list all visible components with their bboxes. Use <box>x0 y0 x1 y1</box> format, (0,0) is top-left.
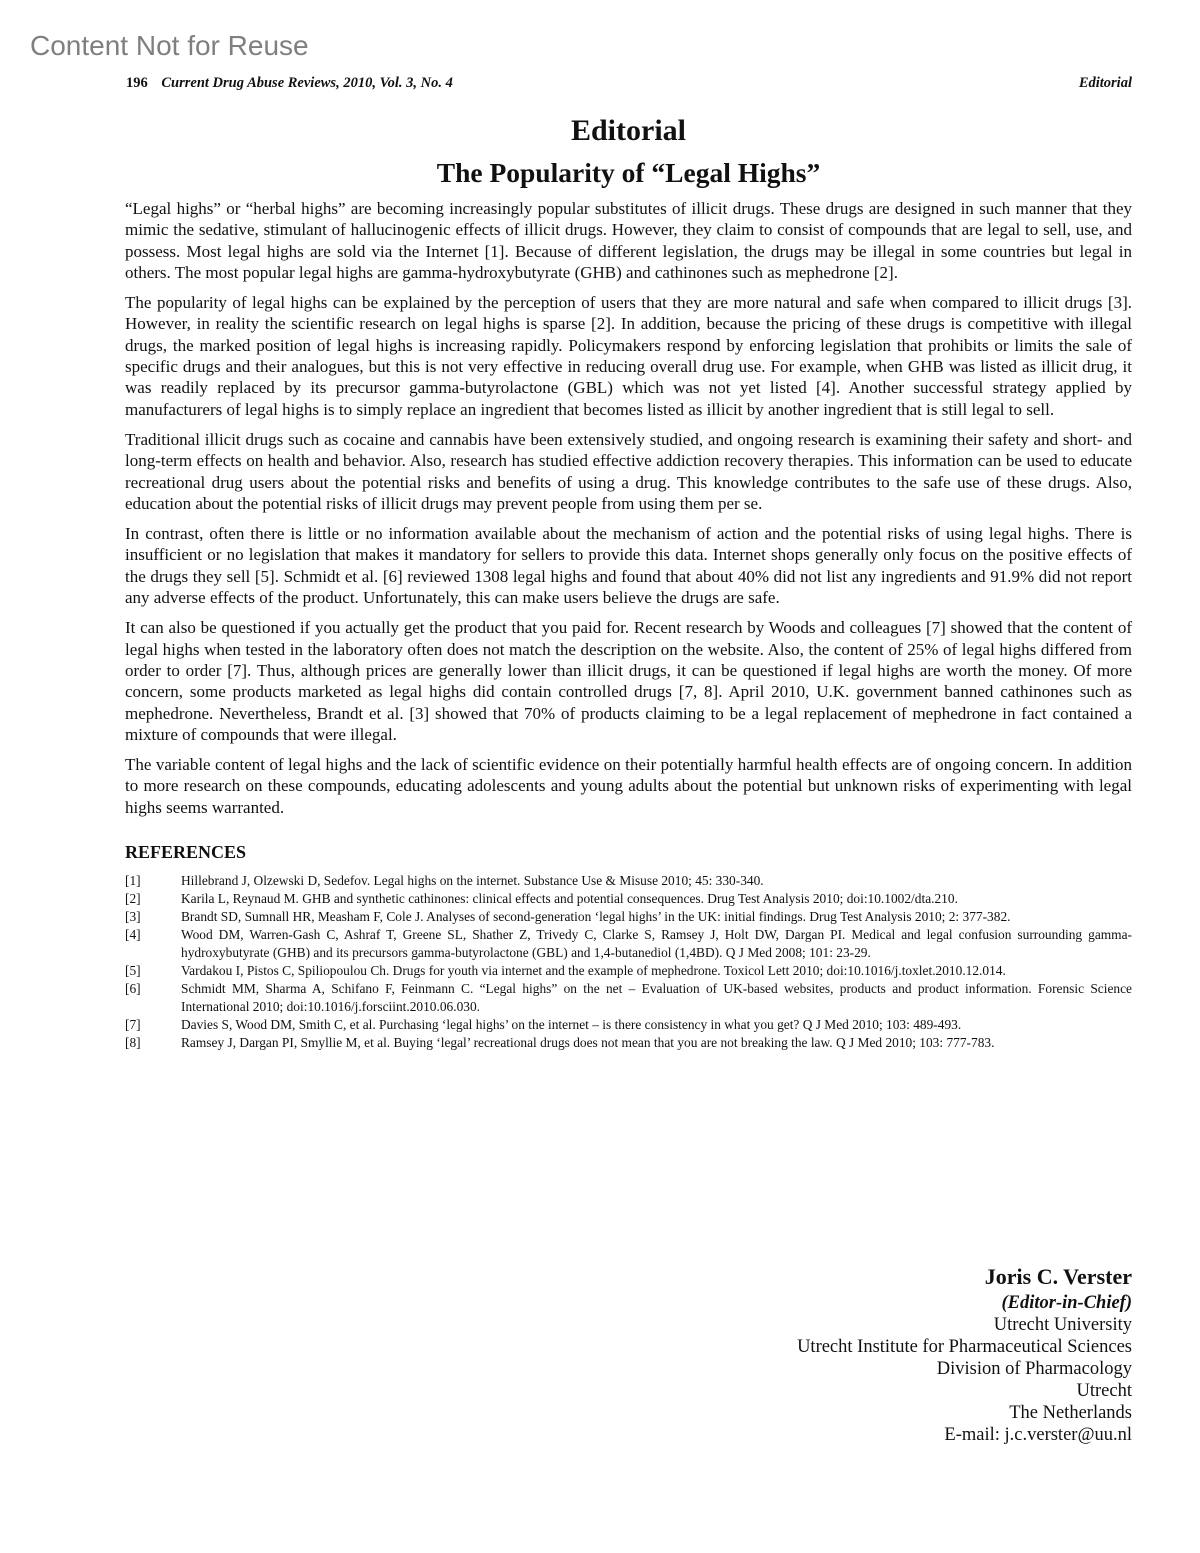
author-signature <box>797 1262 1132 1446</box>
paragraph: In contrast, often there is little or no information available about the mechanism of action and the potential risks of using legal highs. There is insufficient or no legislation that makes it mandatory for sellers to provide this data. Internet shops generally only focus on the positive effects of the drugs they sell [5]. Schmidt et al. [6] reviewed 1308 legal highs and found that about 40% did not list any ingredients and 91.9% did not report any adverse effects of the product. Unfortunately, this can make users believe the drugs are safe. <box>125 524 1132 608</box>
affiliation-line: Utrecht University <box>993 1315 1132 1335</box>
affiliation-line: Utrecht <box>1076 1381 1132 1401</box>
reference-number: [3] <box>125 909 141 925</box>
reference-item <box>125 980 1132 1016</box>
journal-citation: Current Drug Abuse Reviews, 2010, Vol. 3, No. 4 <box>161 75 453 91</box>
author-name: Joris C. Verster <box>984 1264 1132 1289</box>
reference-item <box>125 872 1132 890</box>
watermark: Content Not for Reuse <box>30 30 309 61</box>
reference-number: [4] <box>125 927 141 943</box>
reference-number: [6] <box>125 981 141 997</box>
reference-number: [1] <box>125 873 141 889</box>
reference-number: [2] <box>125 891 141 907</box>
article-title: The Popularity of “Legal Highs” <box>436 157 821 188</box>
article-body <box>125 198 1132 818</box>
reference-text: Wood DM, Warren-Gash C, Ashraf T, Greene SL, Shather Z, Trivedy C, Clarke S, Ramsey J, Holt DW, Dargan PI. Medical and legal confusion surrounding gamma-hydroxybutyrate (GHB) and its precursors gamma-butyrolactone (GBL) and 1,4-butanediol (1,4BD). Q J Med 2008; 101: 23-29. <box>181 927 1132 961</box>
paragraph: It can also be questioned if you actually get the product that you paid for. Recent research by Woods and colleagues [7] showed that the content of legal highs when tested in the laboratory often does not match the description on the website. Also, the content of 25% of legal highs differed from order to order [7]. Thus, although prices are generally lower than illicit drugs, it can be questioned if legal highs are worth the money. Of more concern, some products marketed as legal highs did contain controlled drugs [7, 8]. April 2010, U.K. government banned cathinones such as mephedrone. Nevertheless, Brandt et al. [3] showed that 70% of products claiming to be a legal replacement of mephedrone in fact contained a mixture of compounds that were illegal. <box>125 618 1132 744</box>
reference-item <box>125 962 1132 980</box>
paragraph: The popularity of legal highs can be explained by the perception of users that they are more natural and safe when compared to illicit drugs [3]. However, in reality the scientific research on legal highs is sparse [2]. In addition, because the pricing of these drugs is competitive with illegal drugs, the marked position of legal highs is increasing rapidly. Policymakers respond by enforcing legislation that prohibits or limits the sale of specific drugs and their analogues, but this is not very effective in reducing overall drug use. For example, when GHB was listed as illicit drug, it was readily replaced by its precursor gamma-butyrolactone (GBL) which was not yet listed [4]. Another successful strategy applied by manufacturers of legal highs is to simply replace an ingredient that becomes listed as illicit by another ingredient that is still legal to sell. <box>125 293 1132 419</box>
reference-text: Davies S, Wood DM, Smith C, et al. Purchasing ‘legal highs’ on the internet – is there consistency in what you get? Q J Med 2010; 103: 489-493. <box>181 1017 962 1033</box>
section-label: Editorial <box>1078 75 1132 91</box>
references-heading: REFERENCES <box>125 842 247 863</box>
reference-text: Vardakou I, Pistos C, Spiliopoulou Ch. Drugs for youth via internet and the example of mephedrone. Toxicol Lett 2010; doi:10.1016/j.toxlet.2010.12.014. <box>181 963 1006 979</box>
page-number: 196 <box>126 75 148 91</box>
author-email: E-mail: j.c.verster@uu.nl <box>944 1425 1132 1445</box>
reference-item <box>125 926 1132 962</box>
reference-number: [7] <box>125 1017 141 1033</box>
article-section-heading: Editorial <box>570 114 686 147</box>
affiliation-line: The Netherlands <box>1009 1403 1132 1423</box>
reference-number: [5] <box>125 963 141 979</box>
references-list <box>125 872 1132 1052</box>
reference-text: Ramsey J, Dargan PI, Smyllie M, et al. Buying ‘legal’ recreational drugs does not mean that you are not breaking the law. Q J Med 2010; 103: 777-783. <box>181 1035 995 1051</box>
reference-text: Karila L, Reynaud M. GHB and synthetic cathinones: clinical effects and potential consequences. Drug Test Analysis 2010; doi:10.1002/dta.210. <box>181 891 958 907</box>
article <box>125 112 1132 1052</box>
affiliation-line: Utrecht Institute for Pharmaceutical Sciences <box>797 1337 1132 1357</box>
paragraph: “Legal highs” or “herbal highs” are becoming increasingly popular substitutes of illicit drugs. These drugs are designed in such manner that they mimic the sedative, stimulant of hallucinogenic effects of illicit drugs. However, they claim to consist of compounds that are legal to sell, use, and possess. Most legal highs are sold via the Internet [1]. Because of different legislation, the drugs may be illegal in some countries but legal in others. The most popular legal highs are gamma-hydroxybutyrate (GHB) and cathinones such as mephedrone [2]. <box>125 199 1132 282</box>
author-role: (Editor-in-Chief) <box>1001 1293 1132 1313</box>
reference-number: [8] <box>125 1035 141 1051</box>
reference-text: Hillebrand J, Olzewski D, Sedefov. Legal highs on the internet. Substance Use & Misuse 2010; 45: 330-340. <box>181 873 764 889</box>
running-head <box>126 75 1132 92</box>
reference-item <box>125 908 1132 926</box>
paragraph: The variable content of legal highs and the lack of scientific evidence on their potentially harmful health effects are of ongoing concern. In addition to more research on these compounds, educating adolescents and young adults about the potential but unknown risks of experimenting with legal highs seems warranted. <box>125 755 1132 817</box>
reference-text: Schmidt MM, Sharma A, Schifano F, Feinmann C. “Legal highs” on the net – Evaluation of UK-based websites, products and product information. Forensic Science International 2010; doi:10.1016/j.forsciint.2010.06.030. <box>181 981 1132 1015</box>
paragraph: Traditional illicit drugs such as cocaine and cannabis have been extensively studied, and ongoing research is examining their safety and short- and long-term effects on health and behavior. Also, research has studied effective addiction recovery therapies. This information can be used to educate recreational drug users about the potential risks and benefits of using a drug. This knowledge contributes to the safe use of these drugs. Also, education about the potential risks of illicit drugs may prevent people from using them per se. <box>125 429 1132 513</box>
reference-item <box>125 1034 1132 1052</box>
affiliation-line: Division of Pharmacology <box>936 1359 1132 1379</box>
reference-item <box>125 890 1132 908</box>
reference-item <box>125 1016 1132 1034</box>
reference-text: Brandt SD, Sumnall HR, Measham F, Cole J. Analyses of second-generation ‘legal highs’ in the UK: initial findings. Drug Test Analysis 2010; 2: 377-382. <box>181 909 1011 925</box>
